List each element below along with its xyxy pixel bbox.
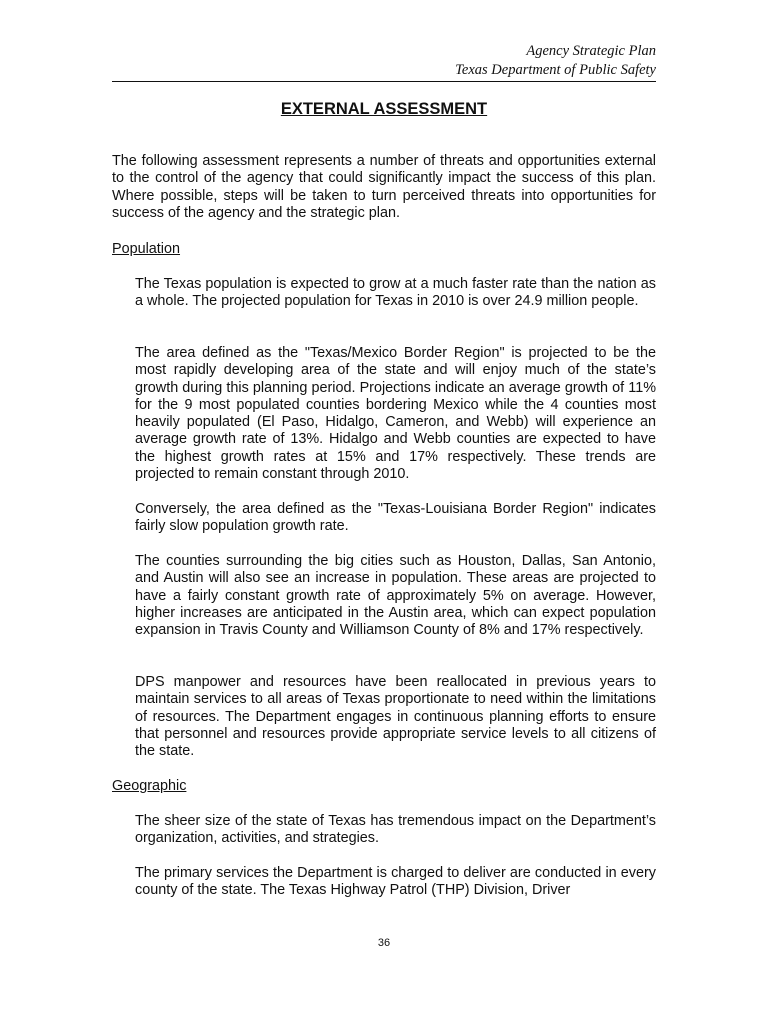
page-number: 36	[377, 937, 391, 949]
geographic-paragraph-2: The primary services the Department is charged to deliver are conducted in every county of the state. The Texas Highway Patrol (THP) Division, Driver	[135, 865, 656, 899]
page-title: EXTERNAL ASSESSMENT	[280, 100, 488, 118]
header-rule	[112, 81, 656, 82]
population-paragraph-1: The Texas population is expected to grow at a much faster rate than the nation as a whole. The projected population for Texas in 2010 is over 24.9 million people.	[135, 276, 656, 310]
section-heading-population: Population	[112, 241, 181, 257]
population-paragraph-3: Conversely, the area defined as the "Texas-Louisiana Border Region" indicates fairly slow population growth rate.	[135, 501, 656, 535]
geographic-paragraph-1: The sheer size of the state of Texas has tremendous impact on the Department’s organization, activities, and strategies.	[135, 813, 656, 847]
section-heading-geographic: Geographic	[112, 778, 187, 794]
running-header	[112, 42, 656, 80]
header-line-plan: Agency Strategic Plan	[526, 43, 656, 59]
header-line-agency: Texas Department of Public Safety	[455, 62, 656, 78]
population-paragraph-2: The area defined as the "Texas/Mexico Border Region" is projected to be the most rapidly developing area of the state and will enjoy much of the state’s growth during this planning period. Projections indicate an average growth of 11% for the 9 most populated counties bordering Mexico while the 4 counties most heavily populated (El Paso, Hidalgo, Cameron, and Webb) will experience an average growth rate of 13%. Hidalgo and Webb counties are expected to have the highest growth rates at 15% and 17% respectively. These trends are projected to remain constant through 2010.	[135, 345, 656, 483]
population-paragraph-5: DPS manpower and resources have been reallocated in previous years to maintain services to all areas of Texas proportionate to need within the limitations of resources. The Department engages in continuous planning efforts to ensure that personnel and resources provide appropriate service levels to all citizens of the state.	[135, 674, 656, 760]
population-paragraph-4: The counties surrounding the big cities such as Houston, Dallas, San Antonio, and Austin will also see an increase in population. These areas are projected to have a fairly constant growth rate of approximately 5% on average. However, higher increases are anticipated in the Austin area, which can expect population expansion in Travis County and Williamson County of 8% and 17% respectively.	[135, 553, 656, 639]
intro-paragraph: The following assessment represents a number of threats and opportunities external to the control of the agency that could significantly impact the success of this plan. Where possible, steps will be taken to turn perceived threats into opportunities for success of the agency and the strategic plan.	[112, 153, 656, 221]
